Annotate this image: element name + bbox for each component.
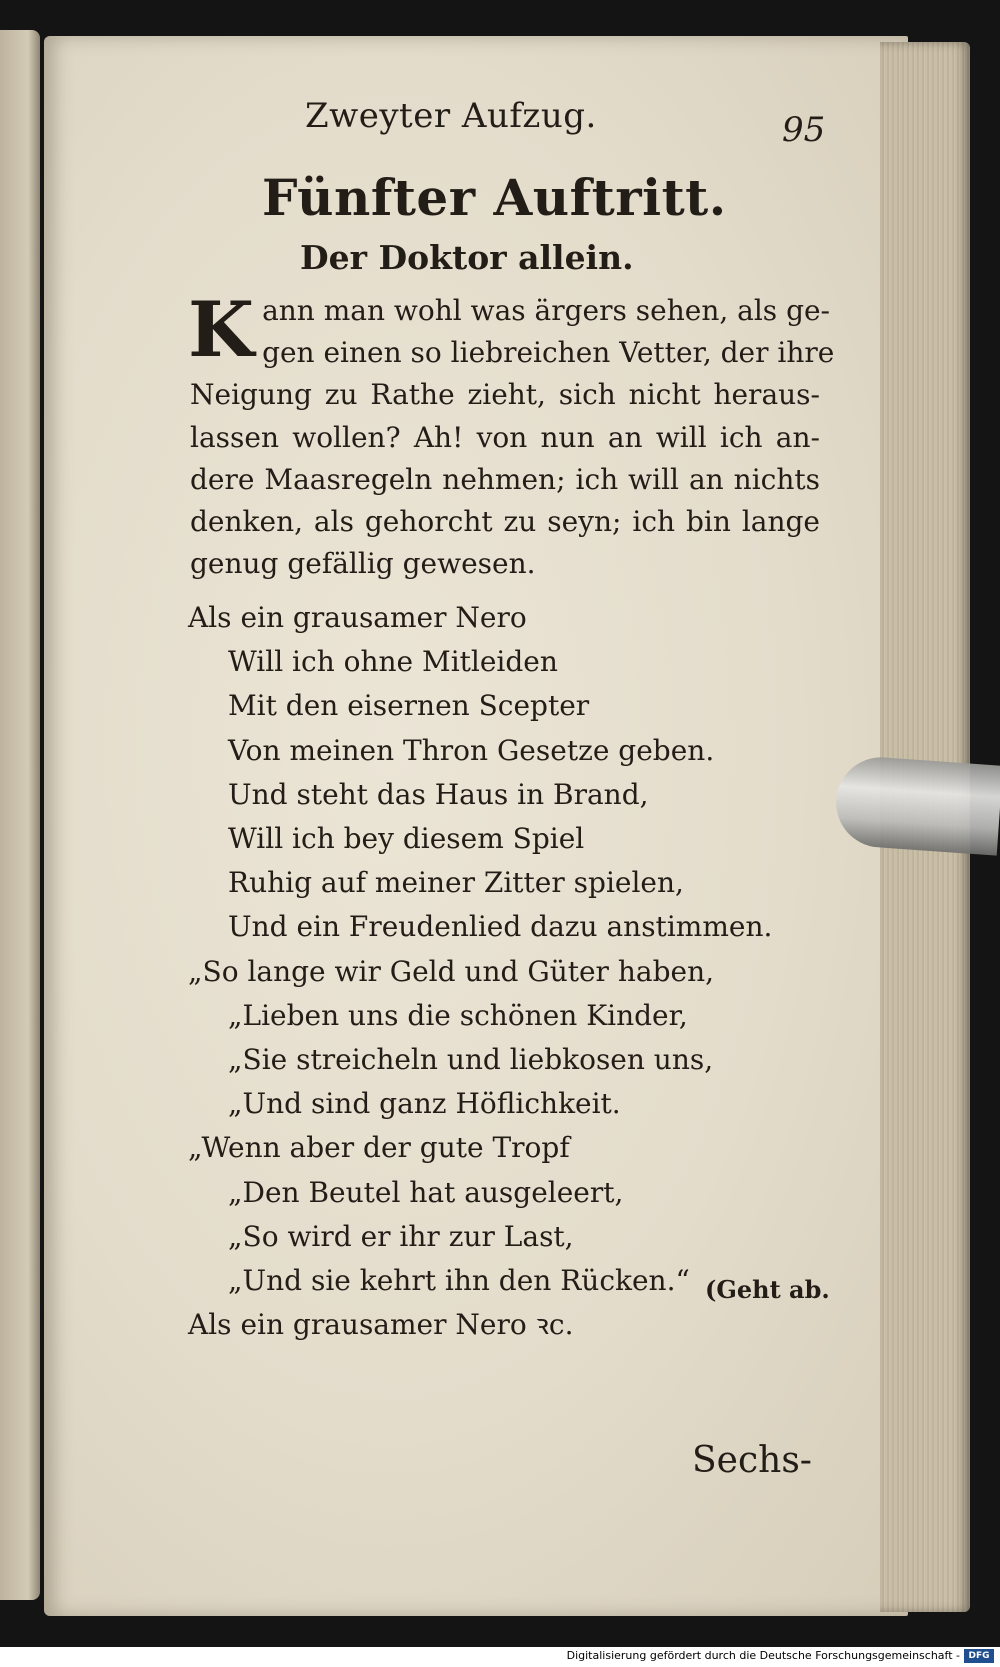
verse-line: Als ein grausamer Nero [188, 601, 527, 634]
catchword: Sechs- [692, 1440, 812, 1481]
verse-line: „Wenn aber der gute Tropf [188, 1131, 570, 1165]
verse-line: Will ich ohne Mitleiden [228, 645, 558, 679]
verse-line: „Den Beutel hat ausgeleert, [228, 1175, 624, 1209]
stage-direction: (Geht ab. [705, 1275, 830, 1304]
dfg-logo: DFG [964, 1649, 994, 1663]
verse-line: Und ein Freudenlied dazu anstimmen. [228, 910, 773, 944]
verse-line: „Sie streicheln und liebkosen uns, [228, 1043, 714, 1077]
running-head: Zweyter Aufzug. [305, 96, 597, 136]
prose-line: Neigung zu Rathe zieht, sich nicht heraus- [190, 378, 820, 412]
prose-line: genug gefällig gewesen. [190, 547, 536, 581]
prose-line: denken, als gehorcht zu seyn; ich bin lange [190, 505, 820, 539]
character-line: Der Doktor allein. [300, 238, 634, 277]
prose-line: gen einen so liebreichen Vetter, der ihre [262, 336, 835, 370]
verse-line: Mit den eisernen Scepter [228, 689, 590, 723]
prose-paragraph [188, 285, 835, 585]
scene-title: Fünfter Auftritt. [262, 168, 727, 227]
page-number: 95 [782, 110, 826, 150]
verse-line: Als ein grausamer Nero ꝛc. [188, 1308, 574, 1342]
verse-line: „So wird er ihr zur Last, [228, 1219, 574, 1253]
funding-credit: Digitalisierung gefördert durch die Deutsche Forschungsgemeinschaft - [566, 1649, 960, 1662]
verse-line: Von meinen Thron Gesetze geben. [228, 733, 715, 767]
verse-line: Will ich bey diesem Spiel [228, 822, 585, 856]
verse-block [188, 596, 772, 1347]
prose-line: dere Maasregeln nehmen; ich will an nichts [190, 462, 820, 496]
verse-line: Und steht das Haus in Brand, [228, 777, 649, 811]
verse-line: Ruhig auf meiner Zitter spielen, [228, 866, 684, 900]
digitization-footer [0, 1647, 1000, 1667]
drop-initial: K [188, 285, 255, 374]
verse-line: „So lange wir Geld und Güter haben, [188, 954, 714, 988]
verse-line: „Lieben uns die schönen Kinder, [228, 998, 688, 1032]
prose-line: ann man wohl was ärgers sehen, als ge- [262, 294, 831, 327]
prose-line: lassen wollen? Ah! von nun an will ich an- [190, 420, 820, 454]
verse-line: „Und sind ganz Höflichkeit. [228, 1087, 621, 1121]
verse-line: „Und sie kehrt ihn den Rücken.“ [228, 1264, 690, 1298]
